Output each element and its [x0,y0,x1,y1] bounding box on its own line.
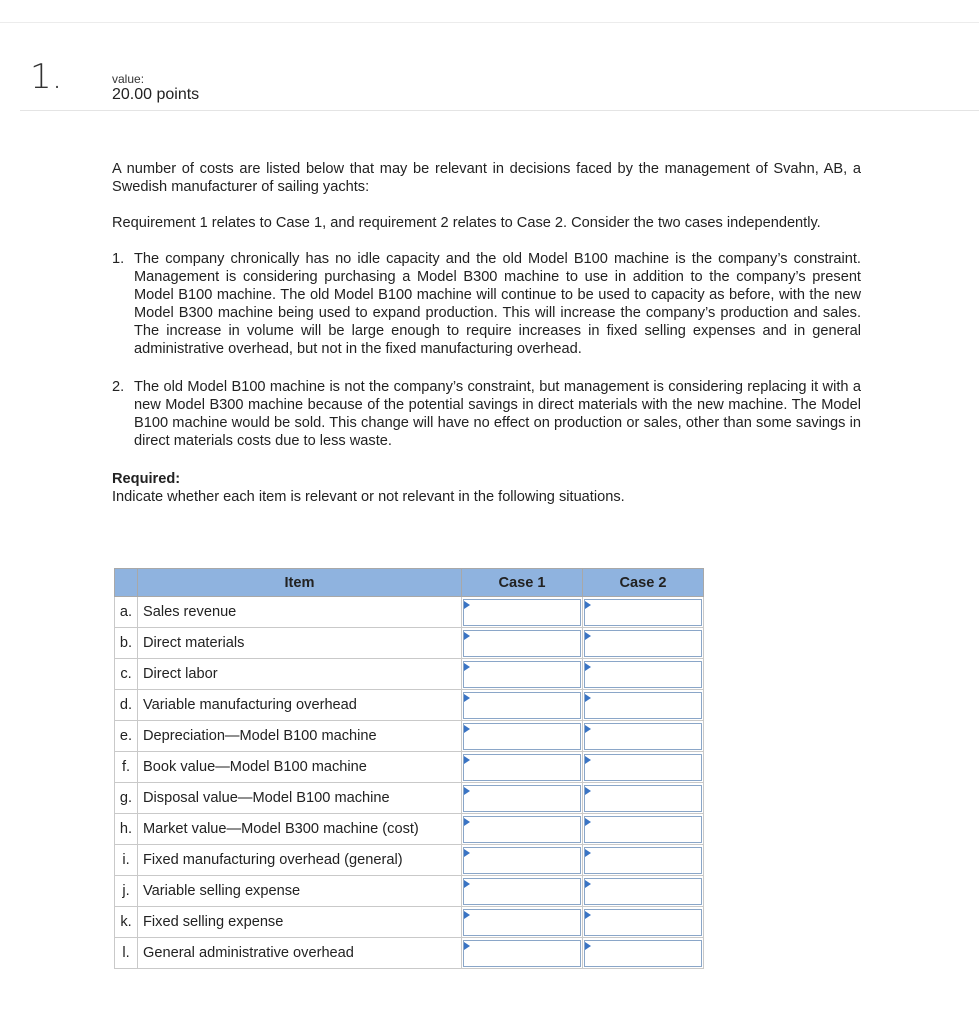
question-number: 1. [30,57,63,97]
case2-answer-cell [583,876,704,907]
case2-answer-dropdown[interactable] [584,785,702,812]
row-item-label: General administrative overhead [138,938,462,969]
header-divider [20,110,979,111]
requirement-note: Requirement 1 relates to Case 1, and requirement 2 relates to Case 2. Consider the two cases independently. [112,215,821,231]
row-item-label: Variable selling expense [138,876,462,907]
table-row [115,628,704,659]
row-letter: k. [115,907,138,938]
table-row [115,690,704,721]
row-letter: f. [115,752,138,783]
case1-answer-dropdown[interactable] [463,630,581,657]
case1-answer-cell [462,907,583,938]
case1-answer-dropdown[interactable] [463,661,581,688]
question-prompt [112,160,861,506]
case2-answer-dropdown[interactable] [584,816,702,843]
case2-answer-cell [583,721,704,752]
table-row [115,721,704,752]
case2-answer-cell [583,659,704,690]
case2-answer-dropdown[interactable] [584,909,702,936]
case2-answer-cell [583,845,704,876]
table-row [115,814,704,845]
table-row [115,845,704,876]
case1-answer-dropdown[interactable] [463,878,581,905]
row-letter: c. [115,659,138,690]
row-letter: i. [115,845,138,876]
row-item-label: Book value—Model B100 machine [138,752,462,783]
case-item [112,378,861,450]
row-letter: b. [115,628,138,659]
case1-answer-cell [462,721,583,752]
case1-answer-cell [462,690,583,721]
row-letter: g. [115,783,138,814]
case2-answer-cell [583,752,704,783]
table-row [115,752,704,783]
case2-answer-cell [583,690,704,721]
case-text: The old Model B100 machine is not the company’s constraint, but management is considering replacing it with a new Model B300 machine because of the potential savings in direct materials with the new machine. The Model B100 machine would be sold. This change will have no effect on production or sales, other than some savings in direct materials costs due to less waste. [134,379,861,449]
row-letter: e. [115,721,138,752]
case-number: 2. [112,379,125,395]
row-letter: a. [115,597,138,628]
case1-answer-dropdown[interactable] [463,785,581,812]
item-column-header: Item [138,569,462,597]
case1-answer-dropdown[interactable] [463,692,581,719]
table-row [115,876,704,907]
case2-answer-dropdown[interactable] [584,599,702,626]
row-item-label: Direct materials [138,628,462,659]
table-body [115,597,704,969]
value-points: 20.00 points [112,86,200,103]
table-row [115,597,704,628]
letter-column-header [115,569,138,597]
case1-answer-dropdown[interactable] [463,599,581,626]
case1-column-header: Case 1 [462,569,583,597]
case1-answer-dropdown[interactable] [463,723,581,750]
case2-answer-cell [583,907,704,938]
case1-answer-cell [462,783,583,814]
case1-answer-cell [462,876,583,907]
row-letter: d. [115,690,138,721]
table-row [115,783,704,814]
case2-answer-cell [583,938,704,969]
row-item-label: Sales revenue [138,597,462,628]
case-item [112,250,861,358]
case2-answer-cell [583,814,704,845]
row-item-label: Market value—Model B300 machine (cost) [138,814,462,845]
case1-answer-cell [462,845,583,876]
case1-answer-cell [462,938,583,969]
case-list [112,250,861,450]
top-divider [0,22,979,23]
case2-answer-cell [583,628,704,659]
row-letter: j. [115,876,138,907]
case2-answer-dropdown[interactable] [584,754,702,781]
case1-answer-cell [462,628,583,659]
table-row [115,938,704,969]
case2-answer-dropdown[interactable] [584,878,702,905]
relevance-table [114,568,704,969]
case-number: 1. [112,251,125,267]
case2-answer-dropdown[interactable] [584,630,702,657]
row-letter: l. [115,938,138,969]
table-row [115,659,704,690]
case1-answer-cell [462,814,583,845]
case1-answer-dropdown[interactable] [463,909,581,936]
required-text: Indicate whether each item is relevant or not relevant in the following situations. [112,489,625,505]
case1-answer-cell [462,752,583,783]
required-heading: Required: [112,471,181,487]
row-item-label: Fixed selling expense [138,907,462,938]
table-row [115,907,704,938]
case2-answer-dropdown[interactable] [584,692,702,719]
case-text: The company chronically has no idle capacity and the old Model B100 machine is the company’s constraint. Management is considering purchasing a Model B300 machine to use in addition to the company’s present Model B100 machine. The old Model B100 machine will continue to be used to capacity as before, with the new Model B300 machine being used to expand production. This will increase the company’s production and sales. The increase in volume will be large enough to require increases in fixed selling expenses and in general administrative overhead, but not in the fixed manufacturing overhead. [134,251,861,357]
row-item-label: Direct labor [138,659,462,690]
table-header-row [115,569,704,597]
value-label: value: [112,72,145,86]
case2-answer-dropdown[interactable] [584,661,702,688]
case1-answer-dropdown[interactable] [463,847,581,874]
case1-answer-dropdown[interactable] [463,816,581,843]
case1-answer-dropdown[interactable] [463,754,581,781]
case2-column-header: Case 2 [583,569,704,597]
row-item-label: Variable manufacturing overhead [138,690,462,721]
case2-answer-cell [583,783,704,814]
case2-answer-cell [583,597,704,628]
row-item-label: Disposal value—Model B100 machine [138,783,462,814]
case1-answer-cell [462,659,583,690]
case2-answer-dropdown[interactable] [584,723,702,750]
prompt-intro: A number of costs are listed below that may be relevant in decisions faced by the management of Svahn, AB, a Swedish manufacturer of sailing yachts: [112,161,861,195]
case2-answer-dropdown[interactable] [584,847,702,874]
case1-answer-cell [462,597,583,628]
row-item-label: Depreciation—Model B100 machine [138,721,462,752]
case2-answer-dropdown[interactable] [584,940,702,967]
case1-answer-dropdown[interactable] [463,940,581,967]
row-letter: h. [115,814,138,845]
row-item-label: Fixed manufacturing overhead (general) [138,845,462,876]
